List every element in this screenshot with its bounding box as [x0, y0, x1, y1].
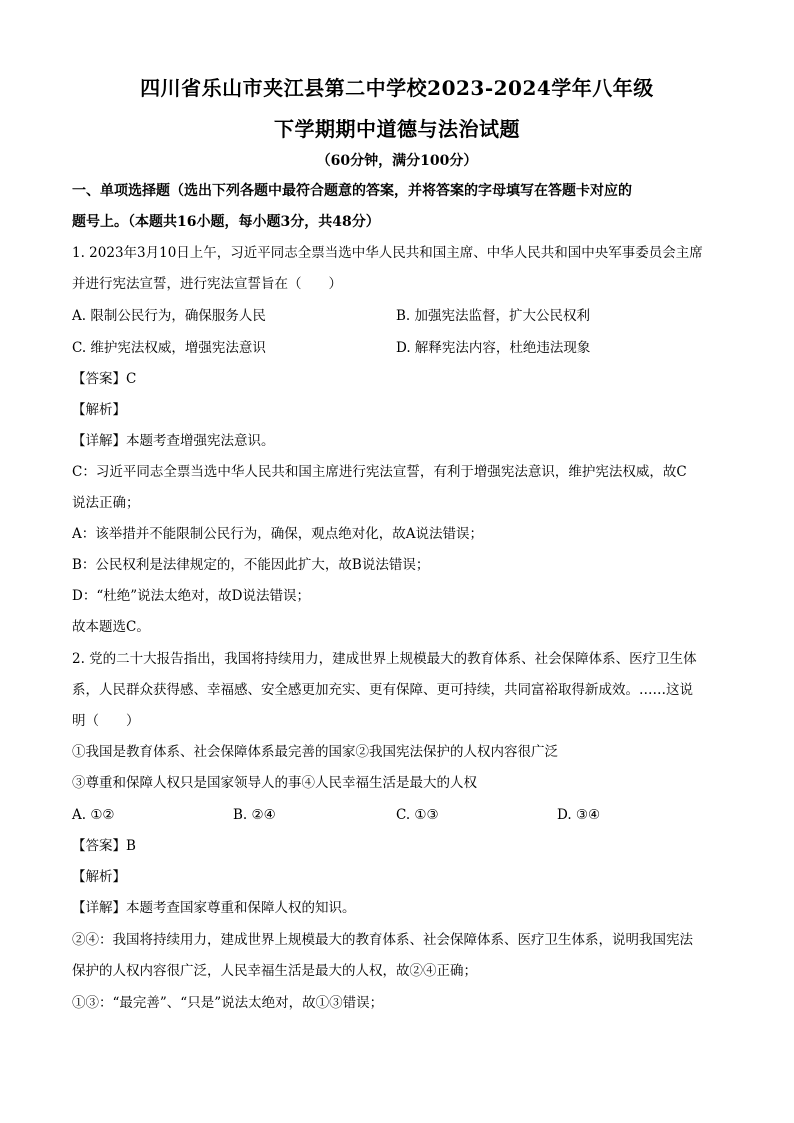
q1-explanation-c-line-1: C：习近平同志全票当选中华人民共和国主席进行宪法宣誓，有利于增强宪法意识，维护宪法权威，故C	[72, 464, 687, 480]
q1-explanation-a: A：该举措并不能限制公民行为，确保，观点绝对化，故A说法错误；	[72, 526, 483, 542]
q2-answer: 【答案】B	[72, 838, 136, 854]
section-heading-line-2: 题号上。（本题共16小题，每小题3分，共48分）	[72, 214, 380, 230]
q2-stem-line-3: 明（ ）	[72, 713, 140, 729]
q2-explanation-24-line-1: ②④：我国将持续用力，建成世界上规模最大的教育体系、社会保障体系、医疗卫生体系，说明我国宪法	[72, 932, 693, 948]
q1-explanation-c-line-2: 说法正确；	[72, 495, 140, 511]
q1-analysis-label: 【解析】	[72, 402, 126, 418]
q1-stem-line-2: 并进行宪法宣誓，进行宪法宣誓旨在（ ）	[72, 276, 342, 292]
q1-conclusion: 故本题选C。	[72, 619, 150, 635]
q1-stem-line-1: 1. 2023年3月10日上午，习近平同志全票当选中华人民共和国主席、中华人民共和国中央军事委员会主席	[72, 245, 703, 261]
q2-explanation-24-line-2: 保护的人权内容很广泛，人民幸福生活是最大的人权，故②④正确；	[72, 963, 477, 979]
q2-explanation-13: ①③：“最完善”、“只是”说法太绝对，故①③错误；	[72, 995, 384, 1011]
q1-answer: 【答案】C	[72, 371, 137, 387]
q1-option-c: C. 维护宪法权威，增强宪法意识	[72, 340, 266, 356]
q2-statements-3-4: ③尊重和保障人权只是国家领导人的事④人民幸福生活是最大的人权	[72, 775, 477, 791]
q1-option-a: A. 限制公民行为，确保服务人民	[72, 308, 266, 324]
q2-analysis-label: 【解析】	[72, 869, 126, 885]
q2-stem-line-2: 系，人民群众获得感、幸福感、安全感更加充实、更有保障、更可持续，共同富裕取得新成效。……这说	[72, 682, 693, 698]
q1-explanation-d: D：“杜绝”说法太绝对，故D说法错误；	[72, 588, 310, 604]
q1-explanation-b: B：公民权利是法律规定的，不能因此扩大，故B说法错误；	[72, 557, 430, 573]
q1-option-b: B. 加强宪法监督，扩大公民权利	[396, 308, 591, 324]
title-line-2: 下学期期中道德与法治试题	[274, 117, 520, 141]
q1-detail: 【详解】本题考查增强宪法意识。	[72, 433, 275, 449]
title-line-1: 四川省乐山市夹江县第二中学校2023-2024学年八年级	[140, 76, 654, 100]
q2-option-a: A. ①②	[72, 807, 115, 823]
q2-detail: 【详解】本题考查国家尊重和保障人权的知识。	[72, 900, 356, 916]
section-heading-line-1: 一、单项选择题（选出下列各题中最符合题意的答案，并将答案的字母填写在答题卡对应的	[72, 183, 632, 199]
q1-option-d: D. 解释宪法内容，杜绝违法现象	[396, 340, 591, 356]
q2-stem-line-1: 2. 党的二十大报告指出，我国将持续用力，建成世界上规模最大的教育体系、社会保障体系、医疗卫生体	[72, 651, 697, 667]
q2-option-b: B. ②④	[233, 807, 276, 823]
q2-statements-1-2: ①我国是教育体系、社会保障体系最完善的国家②我国宪法保护的人权内容很广泛	[72, 744, 558, 760]
q2-option-d: D. ③④	[557, 807, 601, 823]
q2-option-c: C. ①③	[396, 807, 439, 823]
exam-duration-score: （60分钟，满分100分）	[316, 153, 478, 169]
